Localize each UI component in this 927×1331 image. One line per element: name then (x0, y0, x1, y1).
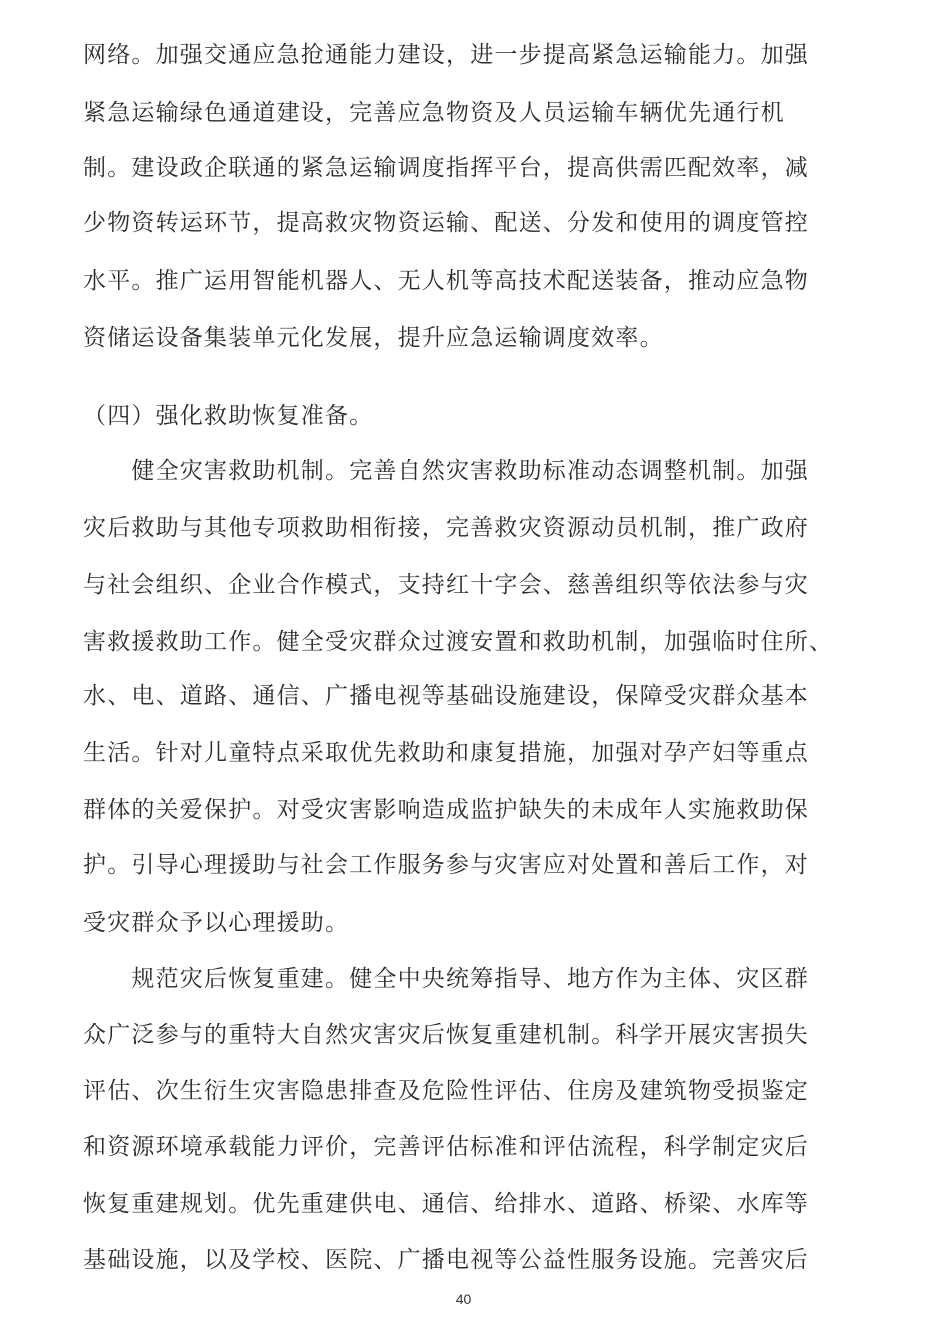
text-line: 少物资转运环节，提高救灾物资运输、配送、分发和使用的调度管控 (83, 210, 809, 236)
text-line: 与社会组织、企业合作模式，支持红十字会、慈善组织等依法参与灾 (83, 572, 809, 598)
text-line: 众广泛参与的重特大自然灾害灾后恢复重建机制。科学开展灾害损失 (83, 1022, 809, 1048)
text-line: 护。引导心理援助与社会工作服务参与灾害应对处置和善后工作，对 (83, 852, 809, 878)
text-line: 紧急运输绿色通道建设，完善应急物资及人员运输车辆优先通行机 (83, 100, 785, 126)
text-line: 资储运设备集装单元化发展，提升应急运输调度效率。 (83, 325, 664, 351)
text-line: 恢复重建规划。优先重建供电、通信、给排水、道路、桥梁、水库等 (83, 1191, 809, 1217)
text-line: 受灾群众予以心理援助。 (83, 910, 350, 936)
paragraph-start-line: 健全灾害救助机制。完善自然灾害救助标准动态调整机制。加强 (83, 458, 809, 484)
page-number: 40 (455, 1291, 472, 1307)
text-line: 生活。针对儿童特点采取优先救助和康复措施，加强对孕产妇等重点 (83, 740, 809, 766)
text-line: 评估、次生衍生灾害隐患排查及危险性评估、住房及建筑物受损鉴定 (83, 1078, 809, 1104)
text-line: 基础设施，以及学校、医院、广播电视等公益性服务设施。完善灾后 (83, 1247, 809, 1273)
text-line: 水平。推广运用智能机器人、无人机等高技术配送装备，推动应急物 (83, 268, 809, 294)
section-heading: （四）强化救助恢复准备。 (83, 403, 374, 429)
text-line: 制。建设政企联通的紧急运输调度指挥平台，提高供需匹配效率，减 (83, 155, 809, 181)
text-line: 群体的关爱保护。对受灾害影响造成监护缺失的未成年人实施救助保 (83, 797, 809, 823)
text-line: 灾后救助与其他专项救助相衔接，完善救灾资源动员机制，推广政府 (83, 515, 809, 541)
paragraph-start-line: 规范灾后恢复重建。健全中央统筹指导、地方作为主体、灾区群 (83, 966, 809, 992)
text-line: 和资源环境承载能力评价，完善评估标准和评估流程，科学制定灾后 (83, 1134, 809, 1160)
text-line: 害救援救助工作。健全受灾群众过渡安置和救助机制，加强临时住所、 (83, 629, 834, 655)
text-line: 网络。加强交通应急抢通能力建设，进一步提高紧急运输能力。加强 (83, 42, 809, 68)
text-line: 水、电、道路、通信、广播电视等基础设施建设，保障受灾群众基本 (83, 683, 809, 709)
